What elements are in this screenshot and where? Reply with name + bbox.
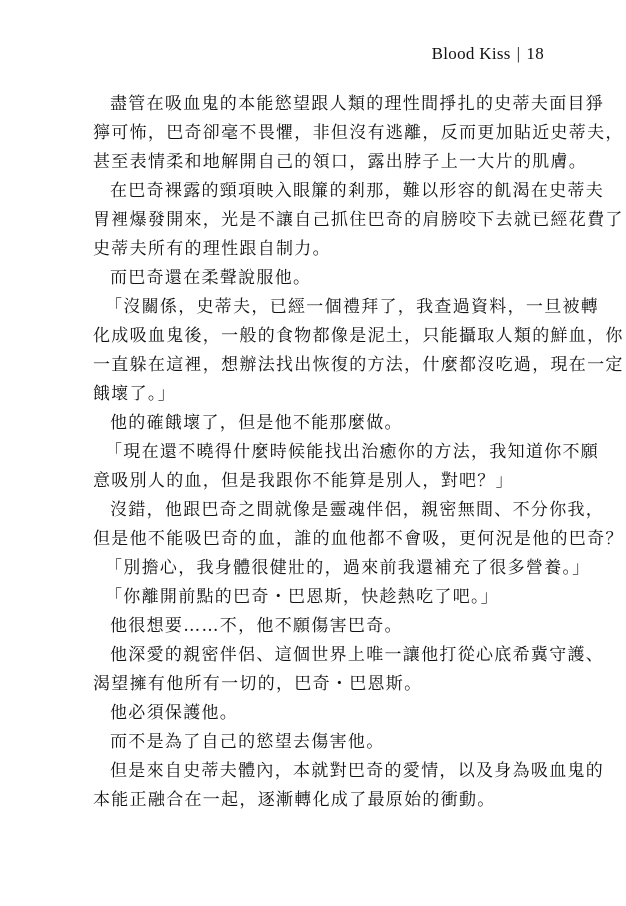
- text-line: 而巴奇還在柔聲說服他。: [110, 268, 312, 288]
- text-line: 化成吸血鬼後，一般的食物都像是泥土，只能攝取人類的鮮血，你: [93, 326, 624, 346]
- text-line: 胃裡爆發開來，光是不讓自己抓住巴奇的肩膀咬下去就已經花費了: [93, 210, 624, 230]
- page-number: 18: [526, 44, 544, 63]
- text-line: 「沒關係，史蒂夫，已經一個禮拜了，我查過資料，一旦被轉: [105, 297, 600, 317]
- text-line: 本能正融合在一起，逐漸轉化成了最原始的衝動。: [93, 790, 496, 810]
- text-line: 渴望擁有他所有一切的，巴奇・巴恩斯。: [93, 674, 423, 694]
- text-line: 而不是為了自己的慾望去傷害他。: [110, 732, 385, 752]
- text-line: 獰可怖，巴奇卻毫不畏懼，非但沒有逃離，反而更加貼近史蒂夫，: [93, 123, 624, 143]
- text-line: 「你離開前點的巴奇・巴恩斯，快趁熱吃了吧。」: [105, 587, 500, 607]
- header-separator: |: [516, 44, 521, 63]
- text-line: 盡管在吸血鬼的本能慾望跟人類的理性間掙扎的史蒂夫面目猙: [110, 94, 605, 114]
- text-line: 史蒂夫所有的理性跟自制力。: [93, 239, 331, 259]
- text-line: 他很想要……不，他不願傷害巴奇。: [110, 616, 403, 636]
- text-line: 「現在還不曉得什麼時候能找出治癒你的方法，我知道你不願: [105, 442, 600, 462]
- text-line: 他必須保護他。: [110, 703, 239, 723]
- text-line: 一直躲在這裡，想辦法找出恢復的方法，什麼都沒吃過，現在一定: [93, 355, 624, 375]
- text-line: 「別擔心，我身體很健壯的，過來前我還補充了很多營養。」: [105, 558, 591, 578]
- text-line: 沒錯，他跟巴奇之間就像是靈魂伴侶，親密無間、不分你我，: [110, 500, 605, 520]
- text-line: 他深愛的親密伴侶、這個世界上唯一讓他打從心底希冀守護、: [110, 645, 605, 665]
- text-line: 但是他不能吸巴奇的血，誰的血他都不會吸，更何況是他的巴奇？: [93, 529, 624, 549]
- text-line: 意吸別人的血，但是我跟你不能算是別人，對吧？」: [93, 471, 514, 491]
- text-line: 餓壞了。」: [93, 384, 176, 404]
- text-line: 在巴奇裸露的頸項映入眼簾的剎那，難以形容的飢渴在史蒂夫: [110, 181, 605, 201]
- text-line: 但是來自史蒂夫體內，本就對巴奇的愛情，以及身為吸血鬼的: [110, 761, 605, 781]
- book-title: Blood Kiss: [431, 44, 511, 63]
- text-line: 他的確餓壞了，但是他不能那麼做。: [110, 413, 403, 433]
- text-line: 甚至表情柔和地解開自己的領口，露出脖子上一大片的肌膚。: [93, 152, 588, 172]
- running-header: [432, 44, 544, 64]
- body-text: [93, 90, 624, 815]
